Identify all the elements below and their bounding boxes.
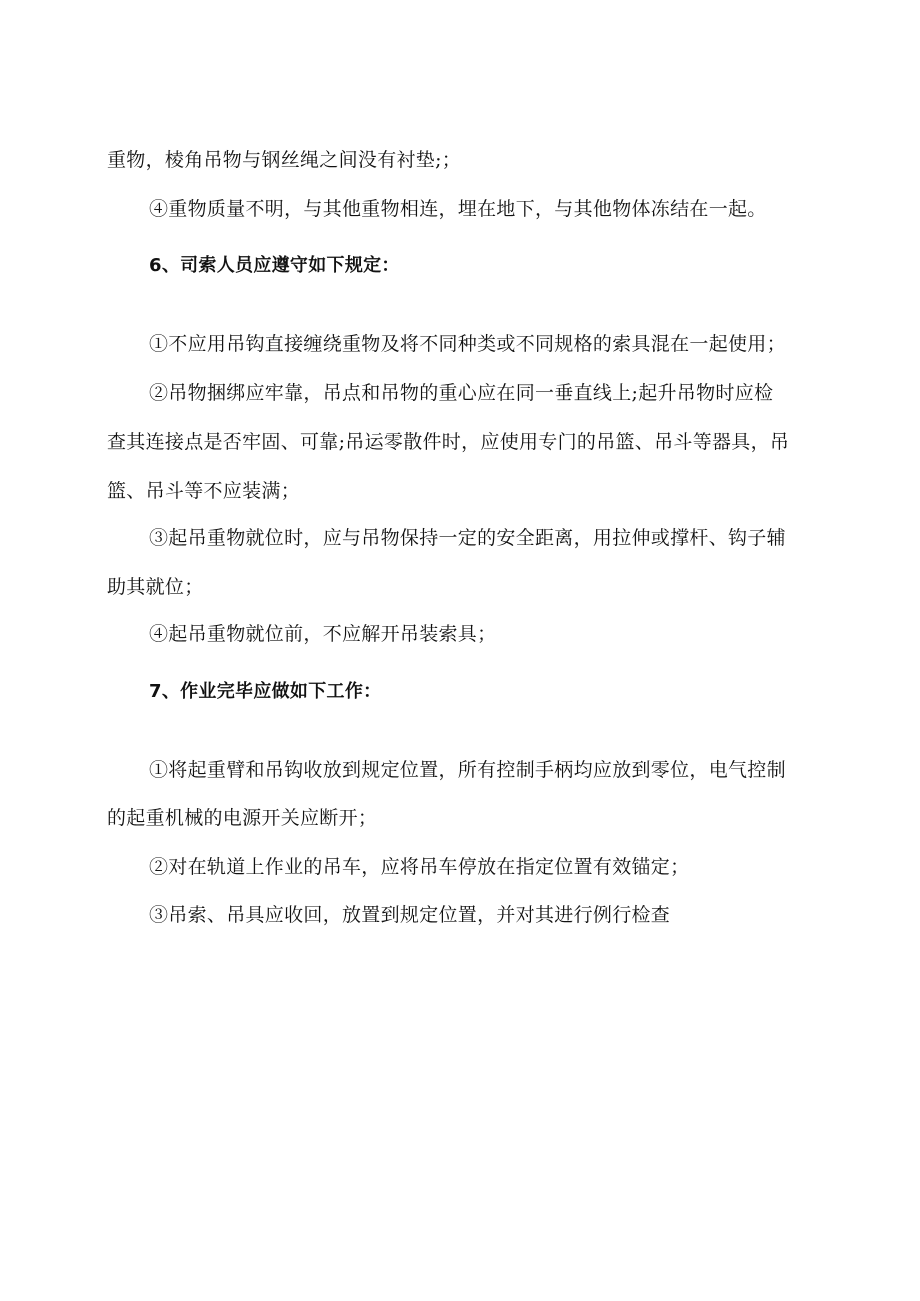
paragraph-line: ②吊物捆绑应牢靠，吊点和吊物的重心应在同一垂直线上;起升吊物时应检 [149, 382, 774, 404]
paragraph-line: ①将起重臂和吊钩收放到规定位置，所有控制手柄均应放到零位，电气控制 [149, 759, 786, 781]
paragraph-line: 篮、吊斗等不应装满； [107, 480, 301, 502]
paragraph-line: 的起重机械的电源开关应断开； [107, 807, 378, 829]
paragraph-line: 查其连接点是否牢固、可靠;吊运零散件时，应使用专门的吊篮、吊斗等器具，吊 [107, 431, 790, 453]
paragraph-line: ④起吊重物就位前，不应解开吊装索具； [149, 623, 497, 645]
paragraph-line: ①不应用吊钩直接缠绕重物及将不同种类或不同规格的索具混在一起使用； [149, 333, 786, 355]
paragraph-line: 重物，棱角吊物与钢丝绳之间没有衬垫;； [107, 149, 462, 171]
paragraph-line: 助其就位； [107, 576, 204, 598]
paragraph-line: ②对在轨道上作业的吊车，应将吊车停放在指定位置有效锚定； [149, 856, 690, 878]
section-6-heading: 6、司索人员应遵守如下规定： [149, 255, 400, 276]
section-7-heading: 7、作业完毕应做如下工作： [149, 681, 382, 702]
paragraph-line: ③吊索、吊具应收回，放置到规定位置，并对其进行例行检查 [149, 904, 671, 926]
paragraph-line: ③起吊重物就位时，应与吊物保持一定的安全距离，用拉伸或撑杆、钩子辅 [149, 527, 786, 549]
paragraph-line: ④重物质量不明，与其他重物相连，埋在地下，与其他物体冻结在一起。 [149, 198, 767, 220]
